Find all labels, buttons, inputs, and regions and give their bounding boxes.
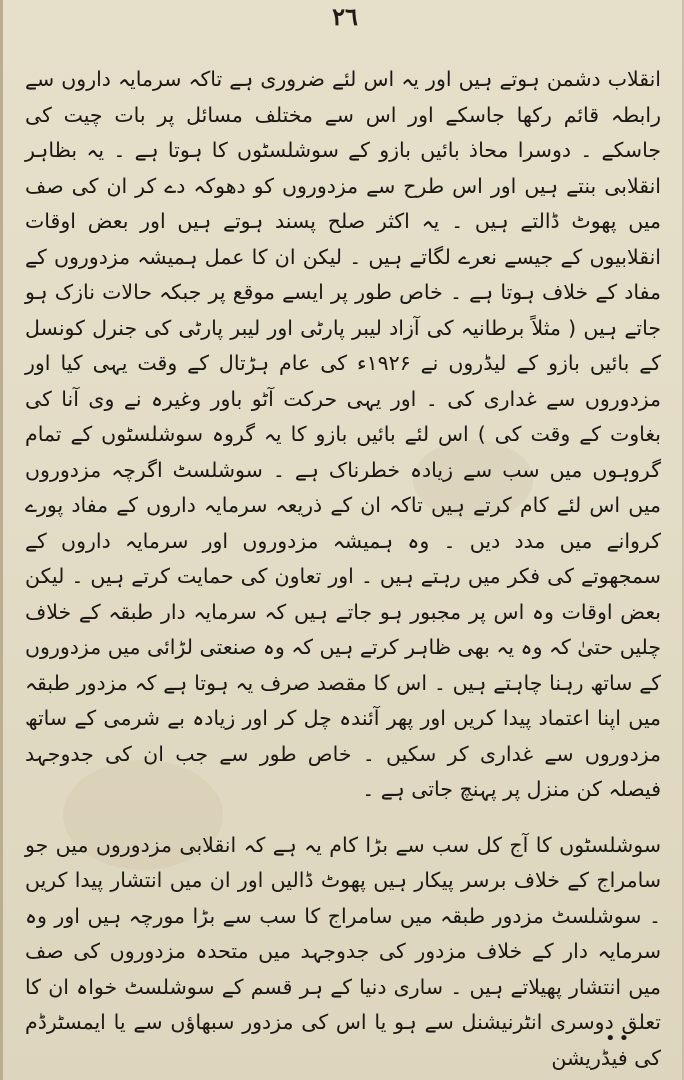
paragraph-2: سوشلسٹوں کا آج کل سب سے بڑا کام یہ ہے کہ انقلابی مزدوروں میں جو سامراج کے خلاف برسر پیکار ہیں پھوٹ ڈالیں اور ان میں انتشار پیدا کریں ۔ سوشلسٹ مزدور طبقہ میں سامراج کا سب سے بڑا مورچہ ہیں اور وہ سرمایہ دار کے خلاف مزدور کی جدوجہد میں متحدہ مزدوروں کی صف میں انتشار پھیلاتے ہیں ۔ ساری دنیا کے ہر قسم کے سوشلسٹ خواہ ان کا تعلق دوسری انٹرنیشنل سے ہو یا اس کی مزدور سبھاؤں سے یا ایمسٹرڈم کی فیڈریشن bbox=[25, 832, 661, 1070]
corner-marks: •• bbox=[605, 1028, 633, 1049]
body-text bbox=[25, 62, 661, 1076]
paragraph-1: انقلاب دشمن ہوتے ہیں اور یہ اس لئے ضروری ہے تاکہ سرمایہ داروں سے رابطہ قائم رکھا جاسکے اور اس سے مختلف مسائل پر بات چیت کی جاسکے ۔ دوسرا محاذ بائیں بازو کے سوشلسٹوں کا ہوتا ہے ۔ یہ بظاہر انقلابی بنتے ہیں اور اس طرح سے مزدوروں کو دھوکہ دے کر ان کی صف میں پھوٹ ڈالتے ہیں ۔ یہ اکثر صلح پسند ہوتے ہیں اور بعض اوقات انقلابیوں کے جیسے نعرے لگاتے ہیں ۔ لیکن ان کا عمل ہمیشہ مزدوروں کے مفاد کے خلاف ہوتا ہے ۔ خاص طور پر ایسے موقع پر جبکہ حالات نازک ہو جاتے ہیں ( مثلاً برطانیہ کی آزاد لیبر پارٹی اور لیبر پارٹی کی جنرل کونسل کے بائیں بازو کے لیڈروں نے ۱۹۲۶ء کی عام ہڑتال کے وقت یہی کیا اور مزدوروں سے غداری کی ۔ اور یہی حرکت آٹو باور وغیرہ نے وی آنا کی بغاوت کے وقت کی ) اس لئے بائیں بازو کا یہ گروہ سوشلسٹوں کے تمام گروہوں میں سب سے زیادہ خطرناک ہے ۔ سوشلسٹ اگرچہ مزدوروں میں اس لئے کام کرتے ہیں تاکہ ان کے ذریعہ سرمایہ داروں کے مفاد پورے کروانے میں مدد دیں ۔ وہ ہمیشہ مزدوروں اور سرمایہ داروں کے سمجھوتے کی فکر میں رہتے ہیں ۔ اور تعاون کی حمایت کرتے ہیں ۔ لیکن بعض اوقات وہ اس پر مجبور ہو جاتے ہیں کہ سرمایہ دار طبقہ کے خلاف چلیں حتیٰ کہ وہ یہ بھی ظاہر کرتے ہیں کہ وہ صنعتی لڑائی میں مزدوروں کے ساتھ رہنا چاہتے ہیں ۔ اس کا مقصد صرف یہ ہوتا ہے کہ مزدور طبقہ میں اپنا اعتماد پیدا کریں اور پھر آئندہ چل کر اور زیادہ بے شرمی کے ساتھ مزدوروں سے غداری کر سکیں ۔ خاص طور سے جب ان کی جدوجہد فیصلہ کن منزل پر پہنچ جاتی ہے ۔ bbox=[25, 67, 662, 801]
page-number: ٢٦ bbox=[332, 2, 358, 31]
